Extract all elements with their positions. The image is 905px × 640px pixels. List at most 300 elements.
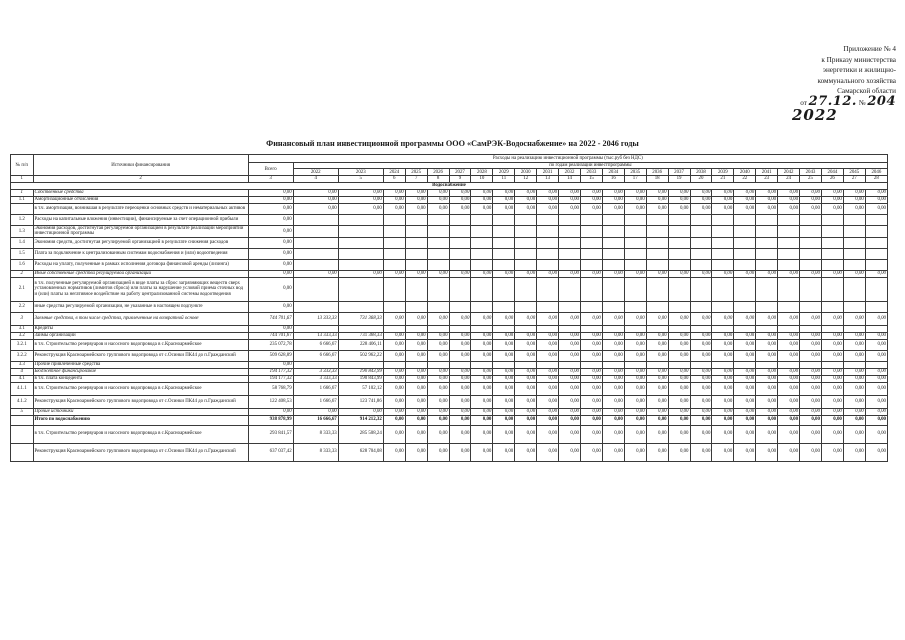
row-value-year: 0,00 [756,375,778,382]
row-value-year: 0,00 [690,443,712,461]
row-value-2023: 0,00 [338,270,383,277]
row-value-year [427,259,449,270]
row-value-year: 0,00 [493,408,515,415]
row-value-year [405,277,427,301]
row-value-year: 0,00 [690,415,712,425]
row-value-year [537,248,559,259]
row-value-2023 [338,248,383,259]
row-value-year: 0,00 [843,196,865,203]
row-value-year: 0,00 [865,415,887,425]
row-value-2022: 1 666,67 [293,382,338,395]
row-value-year: 0,00 [843,382,865,395]
row-value-year: 0,00 [821,415,843,425]
row-value-year: 0,00 [843,395,865,408]
row-value-2022: 0,00 [293,270,338,277]
row-value-year: 0,00 [493,189,515,196]
row-value-year: 0,00 [383,203,405,214]
row-value-year: 0,00 [383,443,405,461]
document-title: Финансовый план инвестиционной программы ООО «СамРЭК-Водоснабжение» на 2022 - 2046 годы [266,139,639,148]
row-value-year: 0,00 [471,375,493,382]
column-index: 4 [293,176,338,182]
row-source-name: Реконструкция Красноармейского группового водопровода от с.Осинки ПК44 до п.Гражданский [33,395,248,408]
year-header: 2030 [515,169,537,176]
row-value-year: 0,00 [383,270,405,277]
row-number: 3.3 [11,361,34,368]
row-source-name: Иные собственные средства регулируемой организации [33,270,248,277]
row-value-year: 0,00 [427,375,449,382]
row-source-name: в т.ч. Строительство резервуаров и насосного водопровода в с.Красноармейское [33,425,248,443]
row-value-year: 0,00 [580,425,602,443]
row-value-year: 0,00 [537,395,559,408]
row-value-year: 0,00 [580,368,602,375]
row-value-year [383,225,405,237]
appendix-line: коммунального хозяйства [817,76,896,85]
row-value-year [712,301,734,312]
row-value-year [493,325,515,332]
row-value-year: 0,00 [383,375,405,382]
row-value-year [800,361,822,368]
row-value-year: 0,00 [449,196,471,203]
row-value-year: 0,00 [515,196,537,203]
row-source-name: Заемные средства, в том числе средства, привлеченные на возвратной основе [33,312,248,325]
row-value-year [712,277,734,301]
years-header: по годам реализации инвестпрограммы [293,163,887,169]
row-value-year [843,225,865,237]
row-value-year: 0,00 [712,189,734,196]
row-value-year: 0,00 [580,395,602,408]
row-value-year: 0,00 [734,350,756,361]
row-value-year: 0,00 [756,368,778,375]
row-value-year: 0,00 [383,189,405,196]
row-value-year [800,248,822,259]
row-value-year: 0,00 [734,368,756,375]
row-value-year: 0,00 [865,443,887,461]
table-row [11,361,888,368]
row-value-2023: 731 368,33 [338,312,383,325]
row-total: 0,00 [248,259,293,270]
row-value-year [471,277,493,301]
row-value-year: 0,00 [800,350,822,361]
row-value-2022 [293,214,338,225]
row-value-year: 0,00 [580,189,602,196]
row-value-year: 0,00 [668,332,690,339]
row-value-year: 0,00 [690,395,712,408]
year-header: 2032 [559,169,581,176]
row-value-year [690,214,712,225]
row-value-year [756,301,778,312]
row-value-year: 0,00 [580,443,602,461]
row-value-year: 0,00 [559,332,581,339]
row-value-year [668,225,690,237]
row-value-year: 0,00 [778,395,800,408]
row-number: 3.2 [11,332,34,339]
row-value-year: 0,00 [427,415,449,425]
row-source-name: Плата за подключение к централизованным системам водоснабжения и (или) водоотведения [33,248,248,259]
row-value-2022: 16 666,67 [293,415,338,425]
year-header: 2043 [800,169,822,176]
row-value-year: 0,00 [712,443,734,461]
row-value-year [471,214,493,225]
row-value-year [515,259,537,270]
row-value-year: 0,00 [449,339,471,350]
row-value-year [559,237,581,248]
row-value-year: 0,00 [712,339,734,350]
row-value-year: 0,00 [471,425,493,443]
row-value-year [668,214,690,225]
row-value-year: 0,00 [668,375,690,382]
row-value-year: 0,00 [778,189,800,196]
row-value-year [778,301,800,312]
row-value-year: 0,00 [690,189,712,196]
row-total: 0,00 [248,301,293,312]
row-value-year [624,361,646,368]
row-value-year: 0,00 [821,382,843,395]
row-value-year [449,301,471,312]
row-value-year: 0,00 [712,382,734,395]
row-value-2023: 0,00 [338,189,383,196]
row-value-year [690,301,712,312]
row-value-year: 0,00 [712,425,734,443]
row-value-year [449,325,471,332]
row-value-year: 0,00 [405,408,427,415]
number-prefix: № [858,98,866,107]
handwritten-number: 204 [867,93,896,109]
row-value-year: 0,00 [580,350,602,361]
row-value-year: 0,00 [821,443,843,461]
row-value-year: 0,00 [471,395,493,408]
row-value-year: 0,00 [778,332,800,339]
row-value-year [580,225,602,237]
row-value-year: 0,00 [778,196,800,203]
row-value-year: 0,00 [778,368,800,375]
financial-plan-table [10,154,888,462]
row-value-year: 0,00 [778,312,800,325]
row-value-year [865,361,887,368]
row-value-year [602,325,624,332]
row-value-year [756,237,778,248]
row-value-year [646,277,668,301]
row-value-year: 0,00 [734,382,756,395]
row-value-2022 [293,259,338,270]
row-value-year: 0,00 [383,382,405,395]
row-value-2022: 3 333,33 [293,375,338,382]
row-value-year: 0,00 [756,443,778,461]
row-value-year [690,248,712,259]
row-value-year: 0,00 [646,189,668,196]
row-value-year: 0,00 [405,415,427,425]
row-value-year [515,277,537,301]
row-number [11,415,34,425]
table-row [11,225,888,237]
row-value-year [624,214,646,225]
row-value-year: 0,00 [778,425,800,443]
year-header: 2026 [427,169,449,176]
row-value-year [559,259,581,270]
row-value-year: 0,00 [537,375,559,382]
row-value-year: 0,00 [756,332,778,339]
row-value-year [756,325,778,332]
row-value-year: 0,00 [471,408,493,415]
column-index: 5 [338,176,383,182]
column-index: 26 [821,176,843,182]
row-value-year: 0,00 [778,375,800,382]
row-value-year: 0,00 [405,350,427,361]
row-value-year [559,361,581,368]
row-value-year [778,248,800,259]
row-value-year: 0,00 [602,350,624,361]
year-header: 2023 [338,169,383,176]
row-value-year: 0,00 [602,415,624,425]
row-value-year: 0,00 [493,350,515,361]
column-index: 28 [865,176,887,182]
row-value-year: 0,00 [537,368,559,375]
row-value-year [602,214,624,225]
row-value-year: 0,00 [865,382,887,395]
row-value-year: 0,00 [843,312,865,325]
row-value-year: 0,00 [712,312,734,325]
row-value-year [602,301,624,312]
row-value-year: 0,00 [690,425,712,443]
row-value-year: 0,00 [449,270,471,277]
row-value-2023: 731 368,33 [338,332,383,339]
row-value-year [580,259,602,270]
row-value-year [493,277,515,301]
row-value-year: 0,00 [646,443,668,461]
row-value-year: 0,00 [602,196,624,203]
row-value-year: 0,00 [800,443,822,461]
row-source-name: в т.ч. полученные регулируемой организацией в виде платы за сброс загрязняющих веществ сверх установленных нормативов (лимитов сброса) или платы за нарушение условий приема сточных вод и (или) платы за негативное воздействие на работу централизованной системы водоотведения [33,277,248,301]
row-value-year: 0,00 [580,270,602,277]
row-value-year: 0,00 [449,408,471,415]
row-value-year: 0,00 [646,350,668,361]
row-value-year [624,301,646,312]
row-value-year: 0,00 [471,368,493,375]
row-value-year [646,248,668,259]
row-value-year: 0,00 [843,425,865,443]
row-value-year: 0,00 [580,196,602,203]
year-header: 2033 [580,169,602,176]
year-header: 2024 [383,169,405,176]
table-row [11,270,888,277]
table-row [11,332,888,339]
row-value-year [756,225,778,237]
group-header: Расходы на реализацию инвестиционной программы (тыс.руб без НДС) [248,155,887,163]
section-label: Водоснабжение [11,182,888,189]
row-value-year [537,361,559,368]
row-value-year [624,259,646,270]
row-value-year: 0,00 [427,425,449,443]
row-value-year: 0,00 [690,203,712,214]
row-value-year: 0,00 [383,350,405,361]
row-value-2022: 8 333,33 [293,425,338,443]
row-value-year [427,325,449,332]
column-index: 25 [800,176,822,182]
row-total: 122 408,53 [248,395,293,408]
row-value-year: 0,00 [821,203,843,214]
row-value-year [449,259,471,270]
row-source-name: Кредиты [33,325,248,332]
row-value-year [580,214,602,225]
row-value-year: 0,00 [515,408,537,415]
row-value-year: 0,00 [624,375,646,382]
row-value-year: 0,00 [756,350,778,361]
row-value-year: 0,00 [515,395,537,408]
row-value-year: 0,00 [821,368,843,375]
table-row [11,277,888,301]
row-value-year: 0,00 [712,375,734,382]
appendix-block [748,44,896,109]
row-value-year: 0,00 [493,270,515,277]
row-value-2022 [293,237,338,248]
row-value-year [449,248,471,259]
handwritten-date: 27.12. [808,93,857,109]
row-value-year [493,225,515,237]
row-value-year: 0,00 [756,382,778,395]
row-value-year [865,277,887,301]
row-value-year [559,225,581,237]
row-value-year: 0,00 [646,332,668,339]
row-value-year: 0,00 [471,443,493,461]
row-value-year: 0,00 [427,312,449,325]
row-value-year: 0,00 [778,415,800,425]
row-value-year: 0,00 [493,382,515,395]
column-header-total: Всего [248,163,293,176]
row-number: 1.5 [11,248,34,259]
column-index: 11 [493,176,515,182]
row-value-year: 0,00 [843,415,865,425]
row-value-year [646,361,668,368]
row-value-year: 0,00 [646,375,668,382]
row-value-year: 0,00 [537,189,559,196]
row-value-2023 [338,325,383,332]
row-value-year: 0,00 [734,189,756,196]
row-value-year [843,325,865,332]
row-value-year [843,248,865,259]
row-value-year: 0,00 [383,425,405,443]
row-number: 1.2 [11,214,34,225]
year-header: 2045 [843,169,865,176]
row-number: 5 [11,408,34,415]
row-total: 509 628,89 [248,350,293,361]
row-value-year: 0,00 [493,339,515,350]
row-value-year: 0,00 [843,408,865,415]
row-value-year: 0,00 [668,415,690,425]
row-value-2022: 0,00 [293,196,338,203]
row-value-year: 0,00 [515,382,537,395]
row-value-year [778,361,800,368]
row-source-name: в т.ч. Строительство резервуаров и насосного водопровода в с.Красноармейское [33,339,248,350]
row-value-year [559,248,581,259]
row-total: 0,00 [248,189,293,196]
row-value-year: 0,00 [405,203,427,214]
row-value-year: 0,00 [537,415,559,425]
year-header: 2041 [756,169,778,176]
row-value-year [734,259,756,270]
row-value-year: 0,00 [800,368,822,375]
row-value-year: 0,00 [734,375,756,382]
row-value-year [778,237,800,248]
row-value-year [690,259,712,270]
row-value-year: 0,00 [624,408,646,415]
row-total: 58 768,79 [248,382,293,395]
row-value-year: 0,00 [778,408,800,415]
row-value-year [559,301,581,312]
row-value-year: 0,00 [690,350,712,361]
row-value-year: 0,00 [405,368,427,375]
row-value-year: 0,00 [427,382,449,395]
row-value-year: 0,00 [624,395,646,408]
row-value-year: 0,00 [515,350,537,361]
row-value-year: 0,00 [668,339,690,350]
row-source-name: Амортизационные отчисления [33,196,248,203]
row-value-year: 0,00 [756,425,778,443]
row-value-year: 0,00 [865,408,887,415]
row-value-year [427,361,449,368]
row-value-year: 0,00 [493,368,515,375]
row-value-year [821,361,843,368]
row-value-year: 0,00 [690,196,712,203]
row-value-year [800,277,822,301]
row-value-year [493,214,515,225]
row-value-year: 0,00 [778,443,800,461]
row-value-2023 [338,225,383,237]
row-value-year: 0,00 [383,415,405,425]
row-value-year [493,259,515,270]
row-value-year [449,225,471,237]
row-value-year: 0,00 [734,312,756,325]
row-total: 0,00 [248,361,293,368]
row-value-year: 0,00 [800,339,822,350]
row-source-name: Экономия средств, достигнутая регулируемой организацией в результате снижения расходов [33,237,248,248]
row-value-year [449,237,471,248]
row-value-year: 0,00 [427,350,449,361]
row-value-year [624,225,646,237]
row-value-year [580,248,602,259]
row-value-year: 0,00 [405,443,427,461]
row-value-year: 0,00 [800,382,822,395]
row-value-year [449,214,471,225]
row-value-year: 0,00 [865,332,887,339]
row-value-year [471,259,493,270]
row-number [11,203,34,214]
row-value-year [493,361,515,368]
row-value-year: 0,00 [778,339,800,350]
row-value-year: 0,00 [690,368,712,375]
row-total: 0,00 [248,203,293,214]
row-value-year [646,325,668,332]
row-value-year: 0,00 [778,270,800,277]
row-value-year: 0,00 [515,425,537,443]
row-value-year: 0,00 [734,425,756,443]
row-value-year: 0,00 [646,270,668,277]
column-index: 17 [624,176,646,182]
row-value-2023: 285 508,24 [338,425,383,443]
row-value-year: 0,00 [383,395,405,408]
row-value-year: 0,00 [821,350,843,361]
row-value-year [843,301,865,312]
row-value-year: 0,00 [580,332,602,339]
row-value-year: 0,00 [865,368,887,375]
row-value-year: 0,00 [734,332,756,339]
row-value-year: 0,00 [865,312,887,325]
row-value-year [405,214,427,225]
column-index: 27 [843,176,865,182]
row-value-year [734,301,756,312]
row-value-year: 0,00 [865,189,887,196]
row-value-year: 0,00 [624,415,646,425]
row-value-year: 0,00 [800,395,822,408]
row-value-year: 0,00 [668,203,690,214]
